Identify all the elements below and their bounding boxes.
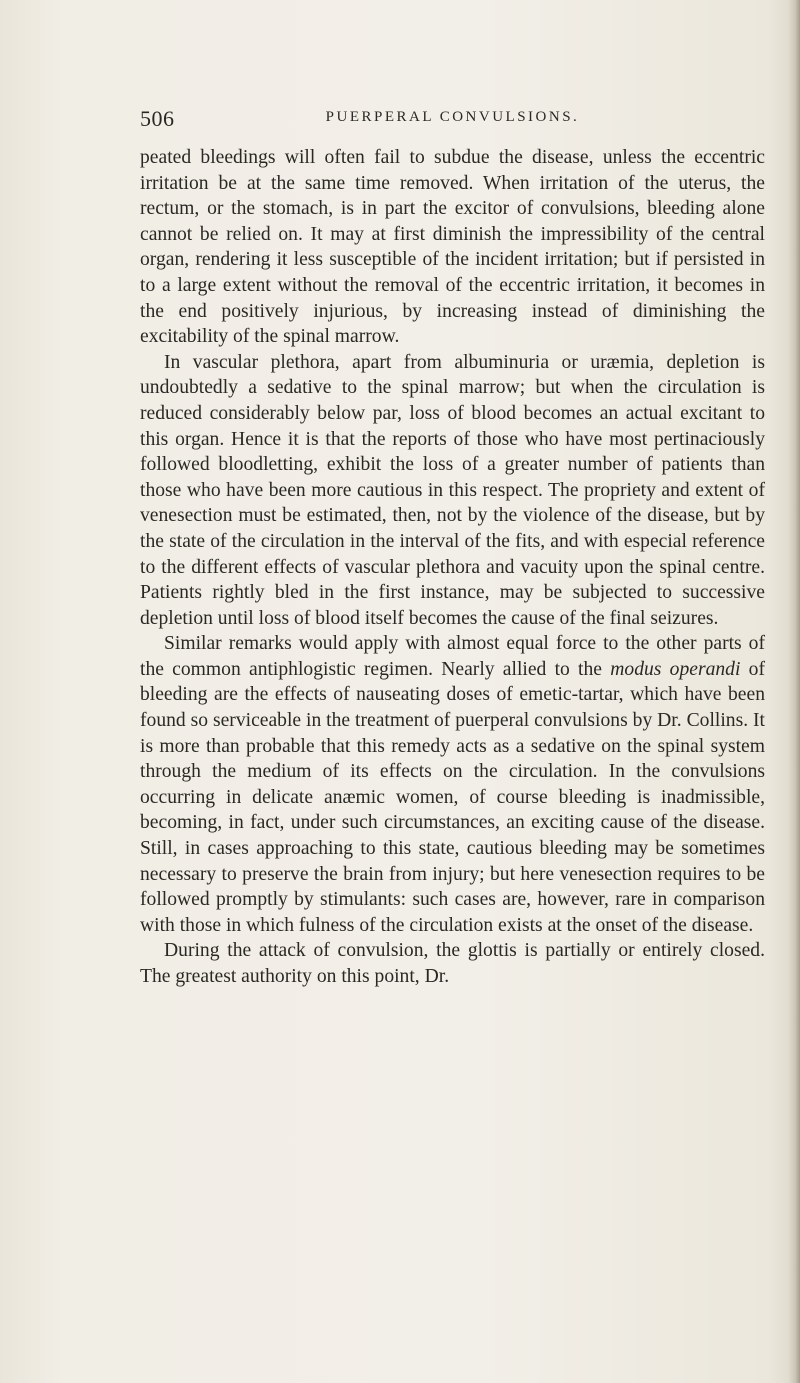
page-header xyxy=(140,106,765,132)
paragraph-3 xyxy=(140,631,765,938)
page-binding-shadow xyxy=(788,0,800,1383)
page-number: 506 xyxy=(140,106,175,131)
paragraph-1: peated bleedings will often fail to subdue the disease, unless the eccentric irritation be at the same time removed. When irritation of the uterus, the rectum, or the stomach, is in part the excitor of convulsions, bleeding alone cannot be relied on. It may at first diminish the impressibility of the central organ, rendering it less susceptible of the incident irritation; but if persisted in to a large extent without the removal of the eccentric irritation, it becomes in the end positively injurious, by increasing instead of diminishing the excitability of the spinal marrow. xyxy=(140,147,765,348)
running-head: PUERPERAL CONVULSIONS. xyxy=(325,109,580,125)
paragraph-3-part-1: Similar remarks would apply with almost equal force to the other parts of the common antiphlogistic regimen. Nearly allied to the xyxy=(140,633,765,680)
paragraph-3-part-2: of bleeding are the effects of nauseating doses of emetic-tartar, which have been found so serviceable in the treatment of puerperal convulsions by Dr. Collins. It is more than probable that this remedy acts as a sedative on the spinal system through the medium of its effects on the circulation. In the convulsions occurring in delicate anæmic women, of course bleeding is inadmissible, becoming, in fact, under such circumstances, an exciting cause of the disease. Still, in cases approaching to this state, cautious bleeding may be sometimes necessary to preserve the brain from injury; but here venesection requires to be followed promptly by stimulants: such cases are, however, rare in comparison with those in which fulness of the circulation exists at the onset of the disease. xyxy=(140,658,765,936)
body-text xyxy=(140,145,765,990)
paragraph-3-italic: modus operandi xyxy=(610,658,741,680)
paragraph-2: In vascular plethora, apart from albuminuria or uræmia, depletion is undoubtedly a sedative to the spinal marrow; but when the circulation is reduced considerably below par, loss of blood becomes an actual excitant to this organ. Hence it is that the reports of those who have most pertinaciously followed bloodletting, exhibit the loss of a greater number of patients than those who have been more cautious in this respect. The propriety and extent of venesection must be estimated, then, not by the violence of the disease, but by the state of the circulation in the interval of the fits, and with especial reference to the different effects of vascular plethora and vacuity upon the spinal centre. Patients rightly bled in the first instance, may be subjected to successive depletion until loss of blood itself becomes the cause of the final seizures. xyxy=(140,351,765,629)
paragraph-4: During the attack of convulsion, the glottis is partially or entirely closed. The greatest authority on this point, Dr. xyxy=(140,940,765,987)
